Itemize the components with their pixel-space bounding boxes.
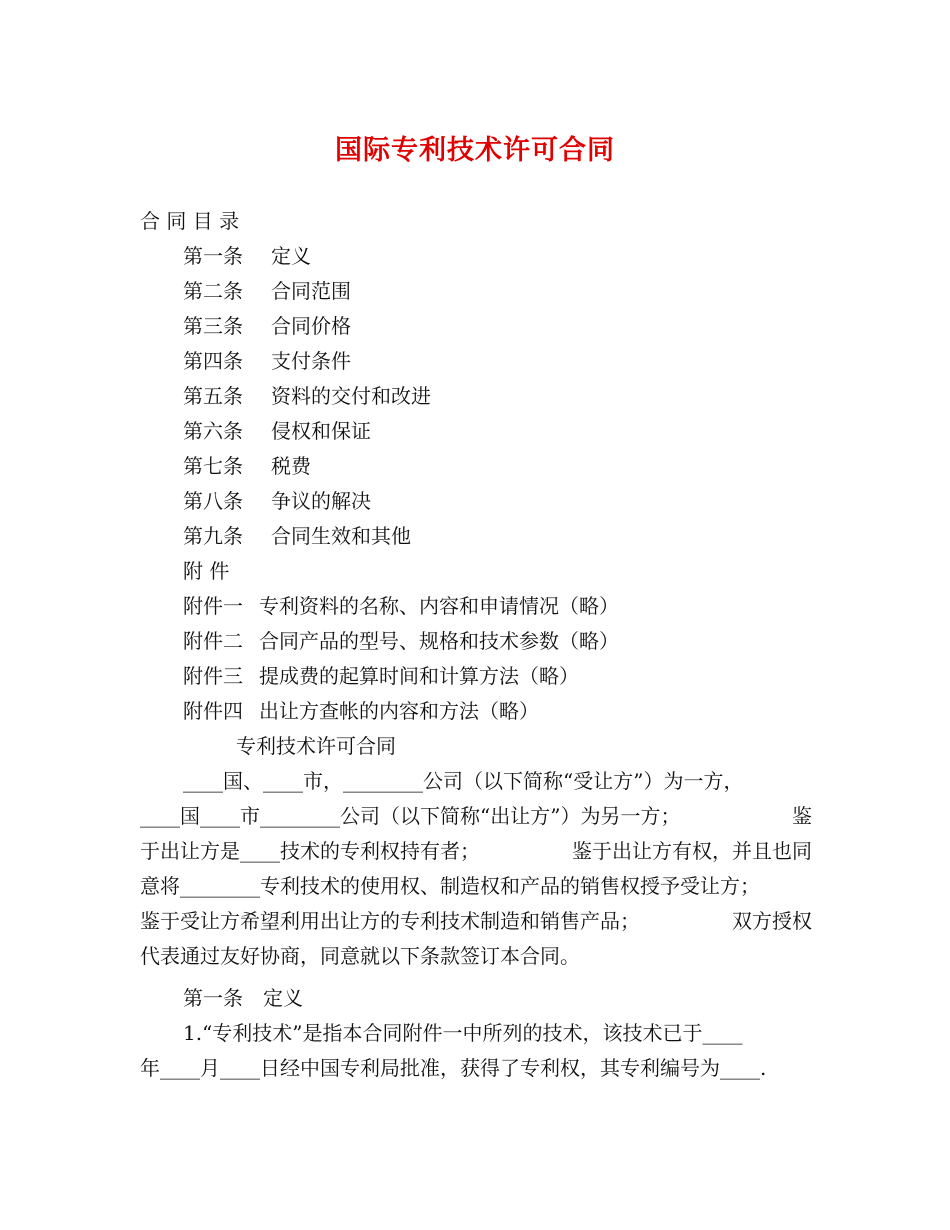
preamble-text: 鉴于出让方有权，并且也同: [572, 839, 812, 863]
toc-item: [183, 244, 311, 268]
preamble-text: 鉴于受让方希望利用出让方的专利技术制造和销售产品；: [140, 909, 640, 933]
preamble-line: [140, 839, 812, 863]
toc-item: [183, 314, 351, 338]
preamble-line: [140, 909, 812, 933]
toc-item-label: 合同生效和其他: [271, 524, 411, 548]
attachment-label: 专利资料的名称、内容和申请情况（略）: [259, 594, 619, 618]
attachment-number: 附件二: [183, 629, 243, 653]
toc-item-label: 侵权和保证: [271, 419, 371, 443]
toc-item-number: 第一条: [183, 244, 243, 268]
toc-item: [183, 384, 431, 408]
toc-item: [183, 524, 411, 548]
toc-item-number: 第九条: [183, 524, 243, 548]
toc-item: [183, 349, 351, 373]
contract-subtitle: 专利技术许可合同: [236, 734, 396, 758]
clause-line: 1.“专利技术”是指本合同附件一中所列的技术，该技术已于____: [183, 1021, 743, 1045]
toc-item-label: 定义: [271, 244, 311, 268]
preamble-text: ____国____市________公司（以下简称“出让方”）为另一方；: [140, 804, 681, 828]
preamble-line: [140, 804, 812, 828]
toc-item-label: 支付条件: [271, 349, 351, 373]
toc-item: [183, 419, 371, 443]
toc-item: [183, 454, 311, 478]
toc-item-label: 资料的交付和改进: [271, 384, 431, 408]
preamble-line: 代表通过友好协商，同意就以下条款签订本合同。: [140, 944, 580, 968]
preamble-text: 鉴: [792, 804, 812, 828]
toc-item-label: 合同范围: [271, 279, 351, 303]
attachment-item: [183, 699, 539, 723]
attachment-label: 出让方查帐的内容和方法（略）: [259, 699, 539, 723]
attachment-label: 提成费的起算时间和计算方法（略）: [259, 664, 579, 688]
preamble-line: ____国、____市，________公司（以下简称“受让方”）为一方，: [183, 769, 744, 793]
toc-item: [183, 279, 351, 303]
toc-item-number: 第三条: [183, 314, 243, 338]
article-heading: 第一条 定义: [183, 986, 303, 1010]
toc-item-number: 第七条: [183, 454, 243, 478]
attachment-number: 附件四: [183, 699, 243, 723]
attachment-label: 合同产品的型号、规格和技术参数（略）: [259, 629, 619, 653]
attachment-number: 附件三: [183, 664, 243, 688]
preamble-text: 双方授权: [732, 909, 812, 933]
clause-line: 年____月____日经中国专利局批准，获得了专利权，其专利编号为____.: [140, 1056, 767, 1080]
toc-item: [183, 489, 371, 513]
toc-item-number: 第六条: [183, 419, 243, 443]
attachment-item: [183, 664, 579, 688]
attachment-item: [183, 594, 619, 618]
toc-item-label: 争议的解决: [271, 489, 371, 513]
document-title: 国际专利技术许可合同: [335, 135, 615, 166]
attachment-number: 附件一: [183, 594, 243, 618]
attachment-item: [183, 629, 619, 653]
toc-heading: 合 同 目 录: [140, 209, 240, 233]
toc-item-label: 合同价格: [271, 314, 351, 338]
toc-item-number: 第四条: [183, 349, 243, 373]
toc-item-label: 税费: [271, 454, 311, 478]
preamble-text: 于出让方是____技术的专利权持有者；: [140, 839, 480, 863]
toc-item-number: 第八条: [183, 489, 243, 513]
toc-item-number: 第五条: [183, 384, 243, 408]
preamble-line: 意将________专利技术的使用权、制造权和产品的销售权授予受让方；: [140, 874, 760, 898]
attachments-heading: 附 件: [183, 559, 230, 583]
toc-item-number: 第二条: [183, 279, 243, 303]
